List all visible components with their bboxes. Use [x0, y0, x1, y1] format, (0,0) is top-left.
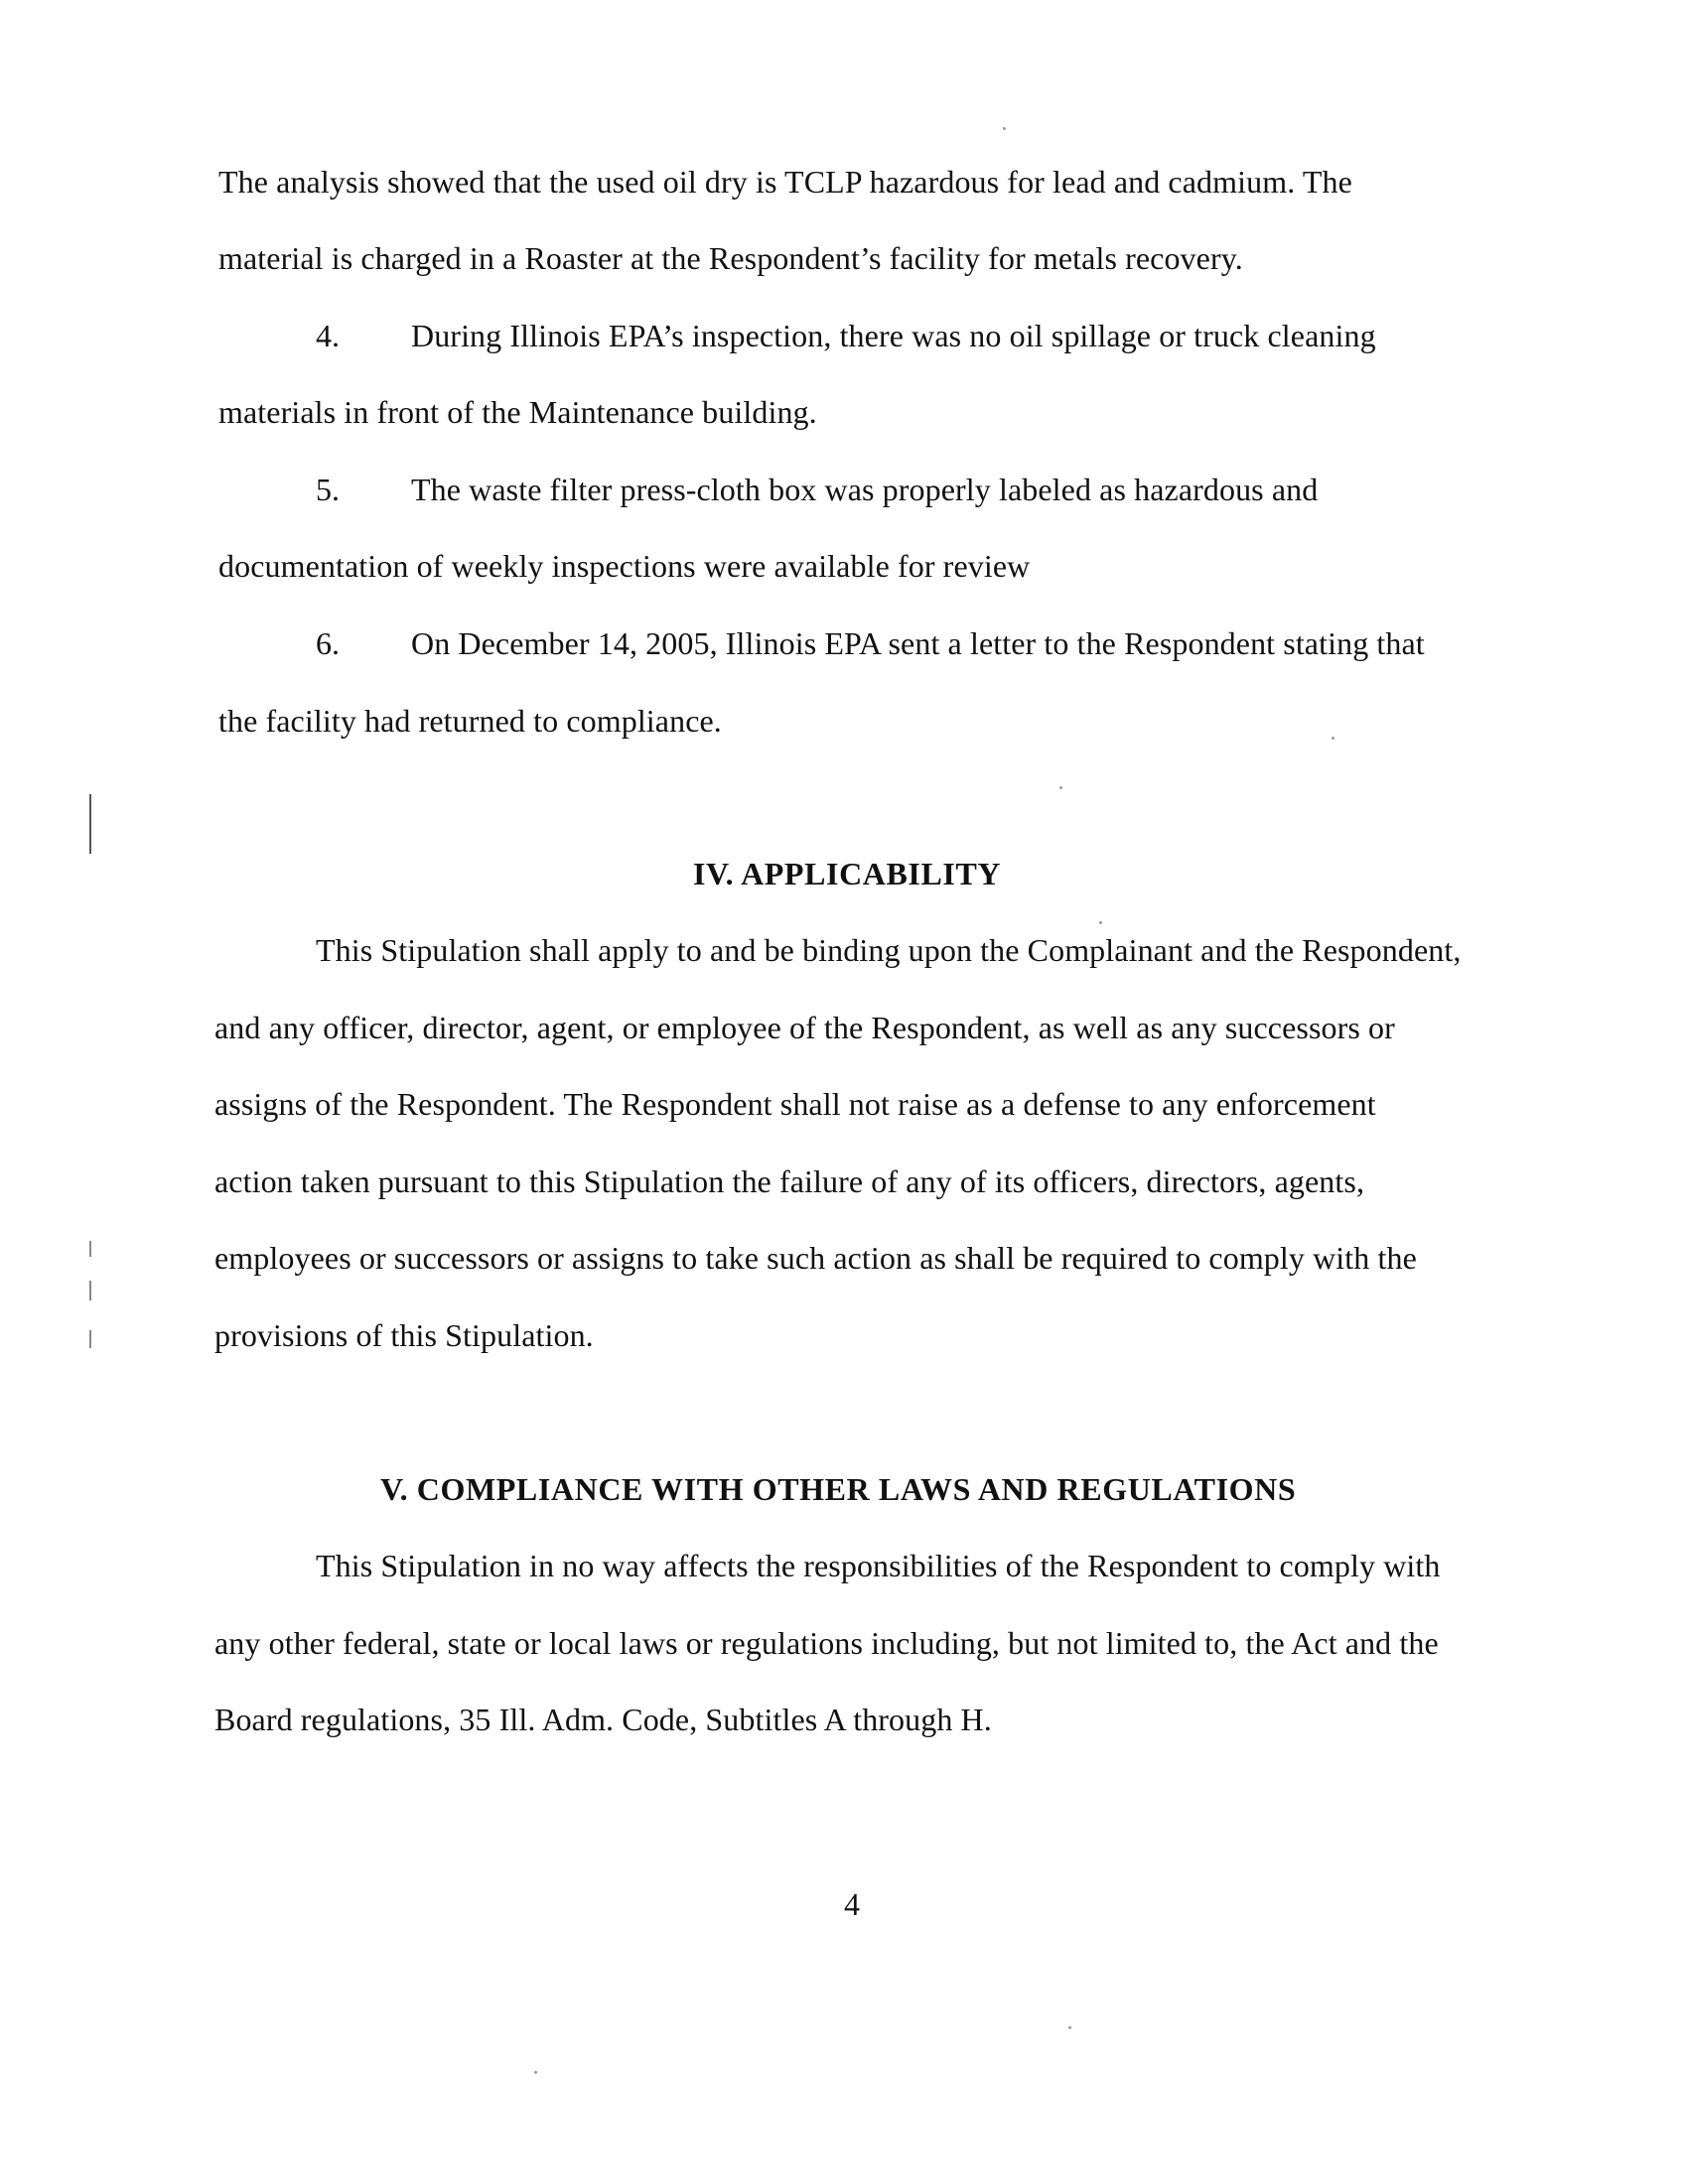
section-iv-line-2: and any officer, director, agent, or employee of the Respondent, as well as any successors or: [214, 1010, 1395, 1045]
section-v-line-2: any other federal, state or local laws or regulations including, but not limited to, the Act and the: [214, 1625, 1439, 1661]
paragraph-4-line-2: materials in front of the Maintenance building.: [218, 394, 817, 430]
paragraph-6-number: 6.: [316, 625, 340, 661]
paragraph-3-line-1: The analysis showed that the used oil dry is TCLP hazardous for lead and cadmium. The: [218, 164, 1352, 200]
scan-mark: [89, 794, 91, 854]
scan-speck: [1099, 921, 1102, 924]
paragraph-4-number: 4.: [316, 318, 340, 353]
scan-speck: [1068, 2026, 1071, 2029]
paragraph-6-line-1: On December 14, 2005, Illinois EPA sent a letter to the Respondent stating that: [411, 625, 1425, 661]
section-iv-line-5: employees or successors or assigns to take such action as shall be required to comply with the: [214, 1240, 1417, 1276]
scan-speck: [1332, 737, 1334, 740]
section-iv-line-1: This Stipulation shall apply to and be binding upon the Complainant and the Respondent,: [316, 932, 1462, 968]
scan-speck: [1003, 127, 1006, 130]
scan-mark: [89, 1330, 91, 1348]
paragraph-3-line-2: material is charged in a Roaster at the Respondent’s facility for metals recovery.: [218, 240, 1243, 276]
scan-mark: [89, 1281, 91, 1300]
page-number: 4: [844, 1886, 860, 1922]
section-v-line-1: This Stipulation in no way affects the responsibilities of the Respondent to comply with: [316, 1548, 1441, 1583]
section-iv-line-3: assigns of the Respondent. The Respondent shall not raise as a defense to any enforcement: [214, 1086, 1376, 1122]
paragraph-5-number: 5.: [316, 472, 340, 507]
paragraph-5-line-2: documentation of weekly inspections were available for review: [218, 548, 1031, 584]
scan-speck: [534, 2071, 537, 2074]
paragraph-5-line-1: The waste filter press-cloth box was properly labeled as hazardous and: [411, 472, 1319, 507]
section-v-line-3: Board regulations, 35 Ill. Adm. Code, Subtitles A through H.: [214, 1702, 992, 1737]
section-iv-heading: IV. APPLICABILITY: [693, 856, 1002, 891]
scan-mark: [89, 1241, 91, 1257]
section-v-heading: V. COMPLIANCE WITH OTHER LAWS AND REGULATIONS: [380, 1471, 1297, 1507]
section-iv-line-6: provisions of this Stipulation.: [214, 1317, 594, 1353]
scan-speck: [1059, 786, 1062, 789]
paragraph-4-line-1: During Illinois EPA’s inspection, there was no oil spillage or truck cleaning: [411, 318, 1376, 353]
section-iv-line-4: action taken pursuant to this Stipulation the failure of any of its officers, directors, agents,: [214, 1163, 1365, 1199]
paragraph-6-line-2: the facility had returned to compliance.: [218, 703, 722, 739]
